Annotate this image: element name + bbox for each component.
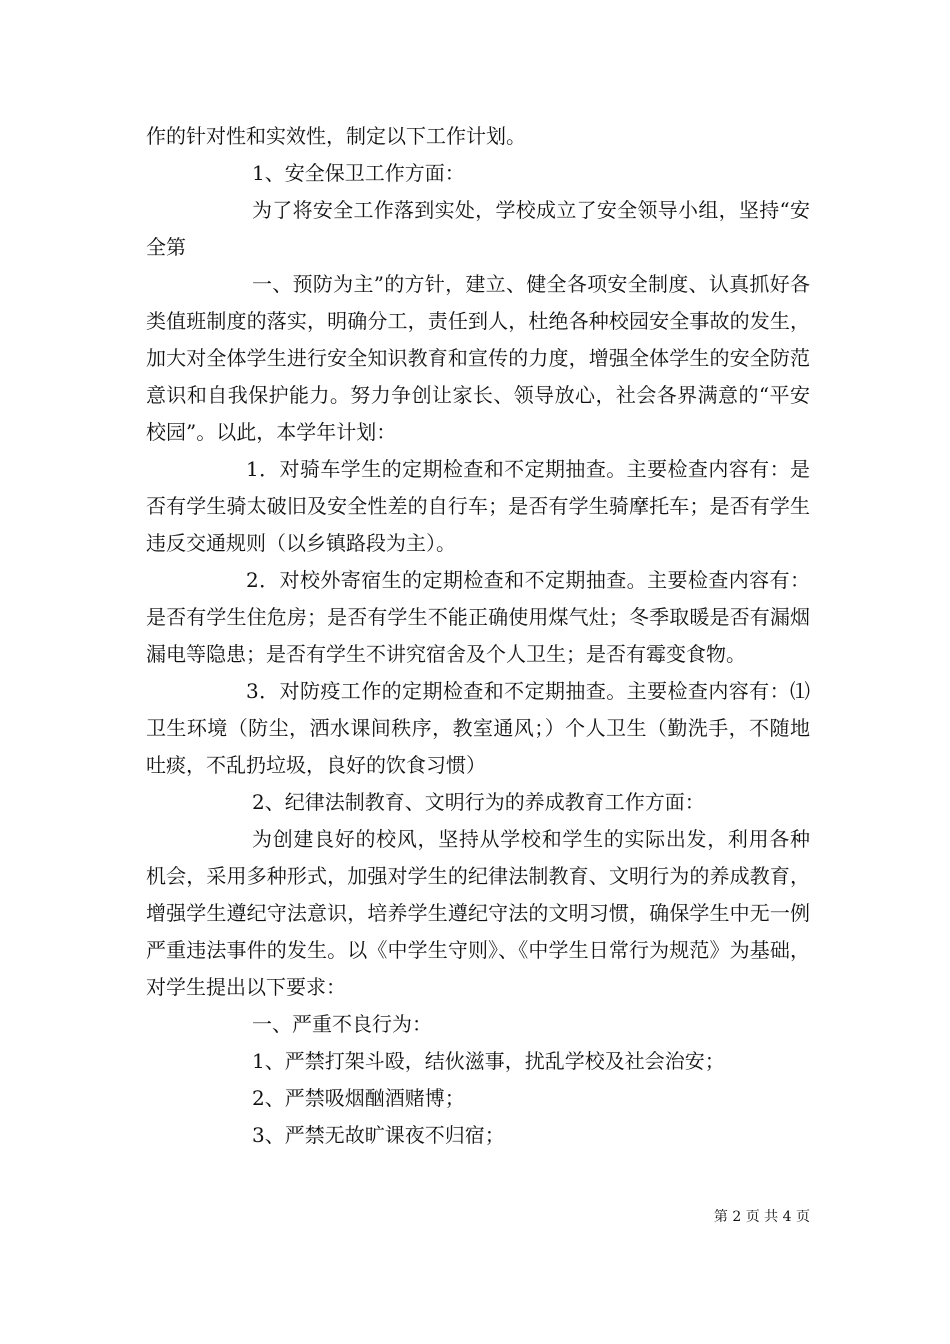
paragraph-discipline-intro: 为创建良好的校风，坚持从学校和学生的实际出发，利用各种机会，采用多种形式，加强对学生的纪律法制教育、文明行为的养成教育，增强学生遵纪守法意识，培养学生遵纪守法的文明习惯，确保学生中无一例严重违法事件的发生。以《中学生守则》、《中学生日常行为规范》为基础，对学生提出以下要求：	[146, 827, 810, 999]
section-heading-security: 1、安全保卫工作方面：	[252, 161, 465, 185]
paragraph-security-intro: 为了将安全工作落到实处，学校成立了安全领导小组，坚持“安全第	[146, 198, 810, 259]
paragraph-continuation: 作的针对性和实效性，制定以下工作计划。	[146, 124, 526, 148]
list-item-no-smoking: 2、严禁吸烟酗酒赌博；	[252, 1086, 465, 1110]
page-number: 第 2 页 共 4 页	[713, 1209, 810, 1225]
paragraph-security-policy: 一、预防为主”的方针，建立、健全各项安全制度、认真抓好各类值班制度的落实，明确分工，责任到人，杜绝各种校园安全事故的发生，加大对全体学生进行安全知识教育和宣传的力度，增强全体学生的安全防范意识和自我保护能力。努力争创让家长、领导放心，社会各界满意的“平安校园”。以此，本学年计划：	[146, 272, 810, 444]
list-item-bike-check: 1．对骑车学生的定期检查和不定期抽查。主要检查内容有：是否有学生骑太破旧及安全性差的自行车；是否有学生骑摩托车；是否有学生违反交通规则（以乡镇路段为主）。	[146, 457, 810, 555]
list-item-no-fighting: 1、严禁打架斗殴，结伙滋事，扰乱学校及社会治安；	[252, 1049, 725, 1073]
list-item-no-truancy: 3、严禁无故旷课夜不归宿；	[252, 1123, 505, 1147]
list-item-boarding-check: 2．对校外寄宿生的定期检查和不定期抽查。主要检查内容有：是否有学生住危房；是否有学生不能正确使用煤气灶；冬季取暖是否有漏烟漏电等隐患；是否有学生不讲究宿舍及个人卫生；是否有霉变食物。	[146, 568, 810, 666]
subheading-serious-misconduct: 一、严重不良行为：	[252, 1012, 432, 1036]
document-body	[146, 118, 810, 1154]
section-heading-discipline: 2、纪律法制教育、文明行为的养成教育工作方面：	[252, 790, 705, 814]
list-item-epidemic-check: 3．对防疫工作的定期检查和不定期抽查。主要检查内容有：⑴卫生环境（防尘，洒水课间秩序，教室通风；）个人卫生（勤洗手，不随地吐痰，不乱扔垃圾，良好的饮食习惯）	[146, 679, 810, 777]
